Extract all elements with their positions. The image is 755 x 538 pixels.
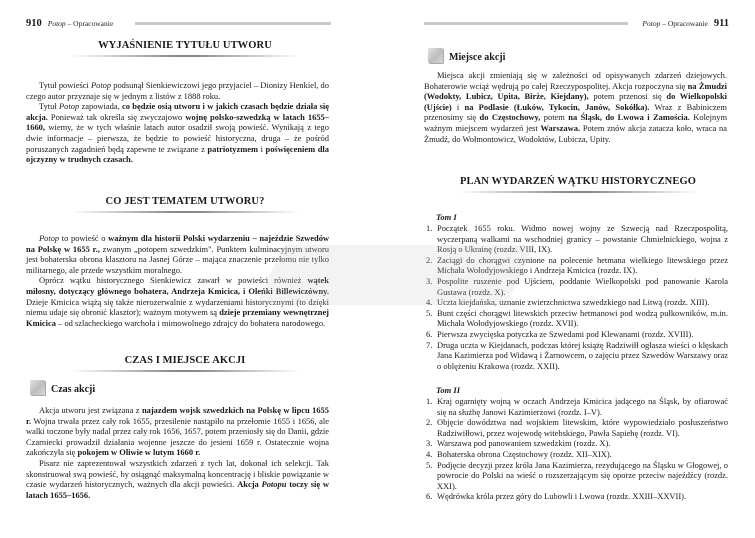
paragraph	[26, 458, 329, 500]
right-page	[378, 0, 755, 538]
list-item-text: Warszawa pod panowaniem szwedzkim (rozdz. X).	[437, 438, 611, 449]
list-item-number: 4.	[426, 448, 433, 459]
list-item	[426, 417, 728, 438]
text-run: i	[258, 143, 266, 154]
list-item-text: Zaciągi do chorągwi czynione na polecenie hetmana wielkiego litewskiego przez Michała Wołodyjowskiego i Andrzeja Kmicica (rozdz. IX).	[437, 254, 728, 276]
list-item-number: 1.	[426, 396, 433, 406]
bold-text: dzieje przemiany wewnętrznej Kmicica	[26, 307, 329, 328]
heading-text: WYJAŚNIENIE TYTUŁU UTWORU	[98, 40, 272, 51]
paragraph	[26, 80, 329, 101]
heading-text: CZAS I MIEJSCE AKCJI	[124, 355, 246, 366]
square-bullet-icon	[30, 380, 45, 395]
text-run: Pisarz nie zaprezentował wszystkich zdarzeń z tych lat, dokonał ich selekcji. Tak skonstruował swą powieść, by osiągnąć maksymalną koncentrację i bliskie powiązanie w czasie wydarzeń historycznych, ważnych dla akcji powieści.	[26, 457, 329, 490]
bold-text: toczy się w latach 1655–1656.	[26, 479, 329, 500]
list-item-text: Bohaterska obrona Częstochowy (rozdz. XII–XIX).	[437, 448, 612, 459]
list-item-text: Wędrówka króla przez góry do Lubowli i Lwowa (rozdz. XXIII–XXVII).	[437, 491, 687, 502]
bold-text: co będzie osią utworu i w jakich czasach będzie działa się akcja.	[26, 101, 329, 122]
list-item-number: 3.	[426, 275, 433, 286]
list-item	[426, 340, 728, 372]
text-run: Ponieważ tak określa się zwyczajowo	[47, 111, 186, 122]
bold-text: na Podlasie (Łuków, Tykocin, Janów, Sokółka).	[464, 101, 650, 112]
section-heading-title-explanation	[60, 40, 310, 57]
text-run: Kolejnym ważnym miejscem wydarzeń jest	[424, 112, 728, 133]
bold-text: Akcja	[237, 479, 262, 490]
heading-rule	[70, 211, 300, 213]
section-body	[26, 405, 329, 500]
paragraph	[26, 101, 329, 165]
left-page	[0, 0, 377, 538]
text-run: Wojna trwała przez cały rok 1655, przesilenie nastąpiło na przełomie 1655 i 1656, ale walki toczone były nadal przez cały rok 1656, 1657, potem przeniosły się do Danii, gdzie Czarniecki prowadził działania wojenne jeszcze do jesieni 1659 r. Ostatecznie wojna zakończyła się	[26, 415, 329, 458]
paragraph	[26, 405, 329, 458]
bold-text: najazdem wojsk szwedzkich na Polskę w lipcu 1655 r.	[26, 405, 329, 426]
heading-rule	[70, 370, 300, 372]
subheading-place	[428, 48, 505, 63]
volume-label-tom-2: Tom II	[436, 385, 461, 395]
list-item	[426, 276, 728, 297]
list-item-text: Pierwsza zwycięska potyczka ze Szwedami pod Klewanami (rozdz. XVIII).	[437, 328, 694, 339]
bold-text: pokojem w Oliwie w lutym 1660 r.	[77, 447, 201, 458]
subheading-text: Czas akcji	[51, 384, 96, 395]
list-item-number: 5.	[426, 459, 433, 470]
paragraph	[424, 70, 727, 144]
list-item	[426, 438, 728, 449]
list-item	[426, 297, 728, 308]
running-title	[48, 19, 113, 28]
text-run: – od szlacheckiego warchoła i mimowolnego zdrajcy do bohatera narodowego.	[56, 317, 326, 328]
list-item-number: 6.	[426, 491, 433, 502]
text-run: Potem znów akcja zatacza koło, wraca na Żmudź, do Wołmontowicz, Wodoktów, Lubicza, Upity.	[424, 122, 727, 144]
list-item-number: 4.	[426, 297, 433, 308]
italic-text: Potop	[59, 101, 80, 112]
text-run: potem	[540, 112, 569, 123]
section-body	[26, 233, 329, 328]
list-item	[426, 329, 728, 340]
section-body	[424, 70, 727, 144]
heading-rule	[70, 55, 300, 57]
list-item	[426, 255, 728, 276]
square-bullet-icon	[428, 48, 443, 63]
italic-text: Potop	[39, 233, 60, 243]
plan-list-tom-2	[426, 396, 728, 502]
section-heading-time-place	[60, 355, 310, 372]
list-item	[426, 396, 728, 417]
header-bar	[424, 22, 628, 25]
list-item-text: Druga uczta w Kiejdanach, podczas której książę Radziwiłł ogłasza wieści o klęskach Jana Kazimierza pod Widawą i Żarnowcem, o zajęciu przez Szwedów Warszawy oraz o oblężeniu Krakowa (rozdz. XXII).	[437, 339, 728, 371]
list-item-number: 1.	[426, 223, 433, 233]
text-run: potem przenosi się	[588, 91, 667, 102]
heading-rule	[458, 191, 697, 193]
text-run: Tytuł powieści	[39, 80, 91, 90]
page-number: 910	[26, 18, 42, 29]
bold-text: wątek miłosny, dotyczący głównego bohatera, Andrzeja Kmicica, i Oleńki Billewiczówny.	[26, 275, 329, 296]
list-item-number: 5.	[426, 307, 433, 318]
running-title-rest: – Opracowanie	[660, 19, 708, 28]
paragraph	[26, 233, 329, 275]
list-item	[426, 223, 728, 255]
list-item-number: 3.	[426, 438, 433, 449]
running-title-rest: – Opracowanie	[65, 19, 114, 28]
text-run: Akcja utworu jest związana z	[39, 405, 142, 415]
paragraph	[26, 275, 329, 328]
text-run: Dzieje Kmicica wiążą się także nierozerwalnie z wydarzeniami historycznymi (to dzięki niemu udaje się obronić klasztor); ważnym motywem są	[26, 296, 329, 318]
bold-text: do Częstochowy,	[479, 112, 541, 123]
bold-text: poświęceniem dla ojczyzny w trudnych czasach.	[26, 143, 329, 165]
running-head-right	[424, 18, 729, 29]
list-item-text: Pospolite ruszenie pod Ujściem, poddanie Wielkopolski pod panowanie Karola Gustawa (rozdz. X).	[437, 275, 728, 297]
list-item-text: Podjęcie decyzji przez króla Jana Kazimierza, rezydującego na Śląsku w Głogowej, o powrocie do Polski na wieść o rozszerzającym się oporze przeciw najeźdźcy (rozdz. XXI).	[437, 459, 728, 491]
heading-text: CO JEST TEMATEM UTWORU?	[105, 196, 265, 207]
section-heading-theme	[60, 196, 310, 213]
text-run: podsunął Sienkiewiczowi jego przyjaciel – Dionizy Henkiel, do czego autor przyznaje się w jednym z listów z 1888 roku.	[26, 80, 329, 101]
running-title	[642, 19, 707, 28]
list-item-number: 7.	[426, 339, 433, 350]
bold-text: wojnę polsko-szwedzką w latach 1655–1660,	[26, 111, 329, 133]
list-item-text: Bunt części chorągwi litewskich przeciw hetmanowi pod wodzą pułkowników, m.in. Michała Wołodyjowskiego (rozdz. XVII).	[437, 307, 728, 329]
text-run: Wraz z Babiniczem przenosimy się	[424, 101, 727, 123]
list-item-text: Objęcie dowództwa nad wojskiem litewskim, które wypowiedziało posłuszeństwo Radziwiłłowi, przez wojewodę witebskiego, Pawła Sapiehę (rozdz. VI).	[437, 417, 728, 438]
bold-text: Warszawa.	[540, 122, 581, 133]
subheading-text: Miejsce akcji	[449, 52, 506, 63]
text-run: Tytuł	[39, 101, 60, 112]
text-run: to powieść o	[59, 233, 109, 243]
list-item-text: Uczta kiejdańska, uznanie zwierzchnictwa szwedzkiego nad Litwą (rozdz. XIII).	[437, 297, 710, 308]
list-item-text: Początek 1655 roku. Widmo nowej wojny ze Szwecją nad Rzeczpospolitą, wyczerpaną walkami na wschodniej granicy – powstanie Chmielnickiego, wojna z Rosją o Ukrainę (rozdz. VIII, IX).	[437, 223, 728, 255]
list-item-number: 2.	[426, 417, 433, 428]
list-item	[426, 449, 728, 460]
list-item	[426, 308, 728, 329]
bold-text: na Śląsk, do Lwowa i Zamościa.	[568, 112, 690, 123]
bold-text: do Wielkopolski (Ujście)	[424, 91, 728, 112]
section-body	[26, 80, 329, 165]
plan-list-tom-1	[426, 223, 728, 371]
section-heading-plan	[448, 176, 708, 193]
italic-text: Potop	[90, 80, 112, 90]
running-head-left	[26, 18, 331, 29]
running-title-italic: Potop	[642, 19, 661, 28]
volume-label-tom-1: Tom I	[436, 212, 457, 222]
bold-text: ważnym dla historii Polski wydarzeniu – najeździe Szwedów na Polskę w 1655 r.,	[26, 233, 330, 254]
page-number: 911	[713, 18, 729, 29]
list-item-number: 2.	[426, 254, 433, 265]
running-title-italic: Potop	[47, 19, 66, 28]
text-run: i	[451, 101, 465, 112]
heading-text: PLAN WYDARZEŃ WĄTKU HISTORYCZNEGO	[459, 176, 696, 187]
list-item	[426, 491, 728, 502]
bold-text: Potopu	[261, 479, 287, 490]
list-item-number: 6.	[426, 328, 433, 339]
bold-text: na Żmudzi (Wodokty, Lubicz, Upita, Birże, Kiejdany),	[424, 80, 727, 102]
list-item	[426, 460, 728, 492]
text-run: zwanym „potopem szwedzkim". Punktem kulminacyjnym utworu jest bohaterska obrona klasztoru na Jasnej Górze – mająca znaczenie przełomu nie tylko militarnego, ale przede wszystkim moralnego.	[26, 243, 329, 275]
text-run: zapowiada,	[79, 101, 123, 112]
text-run: Oprócz wątku historycznego Sienkiewicz zawarł w powieści również	[39, 275, 308, 286]
header-bar	[135, 22, 331, 25]
bold-text: patriotyzmem	[207, 143, 259, 154]
text-run: Miejsca akcji zmieniają się w zależności od opisywanych zdarzeń dziejowych. Bohaterowie wciąż wędrują po całej Rzeczypospolitej. Akcja rozpoczyna się	[424, 70, 727, 91]
subheading-time	[30, 380, 95, 395]
list-item-text: Kraj ogarnięty wojną w oczach Andrzeja Kmicica jadącego na Śląsk, by ofiarować się na służbę Janowi Kazimierzowi (rozdz. I–V).	[437, 396, 728, 417]
text-run: wiemy, że w tych właśnie latach autor osadził swoją powieść. Wynikają z tego dwie informacje – pierwsza, że będzie to powieść historyczna, druga – że pośród poruszanych zagadnień będą zapewne te związane z	[26, 122, 329, 154]
